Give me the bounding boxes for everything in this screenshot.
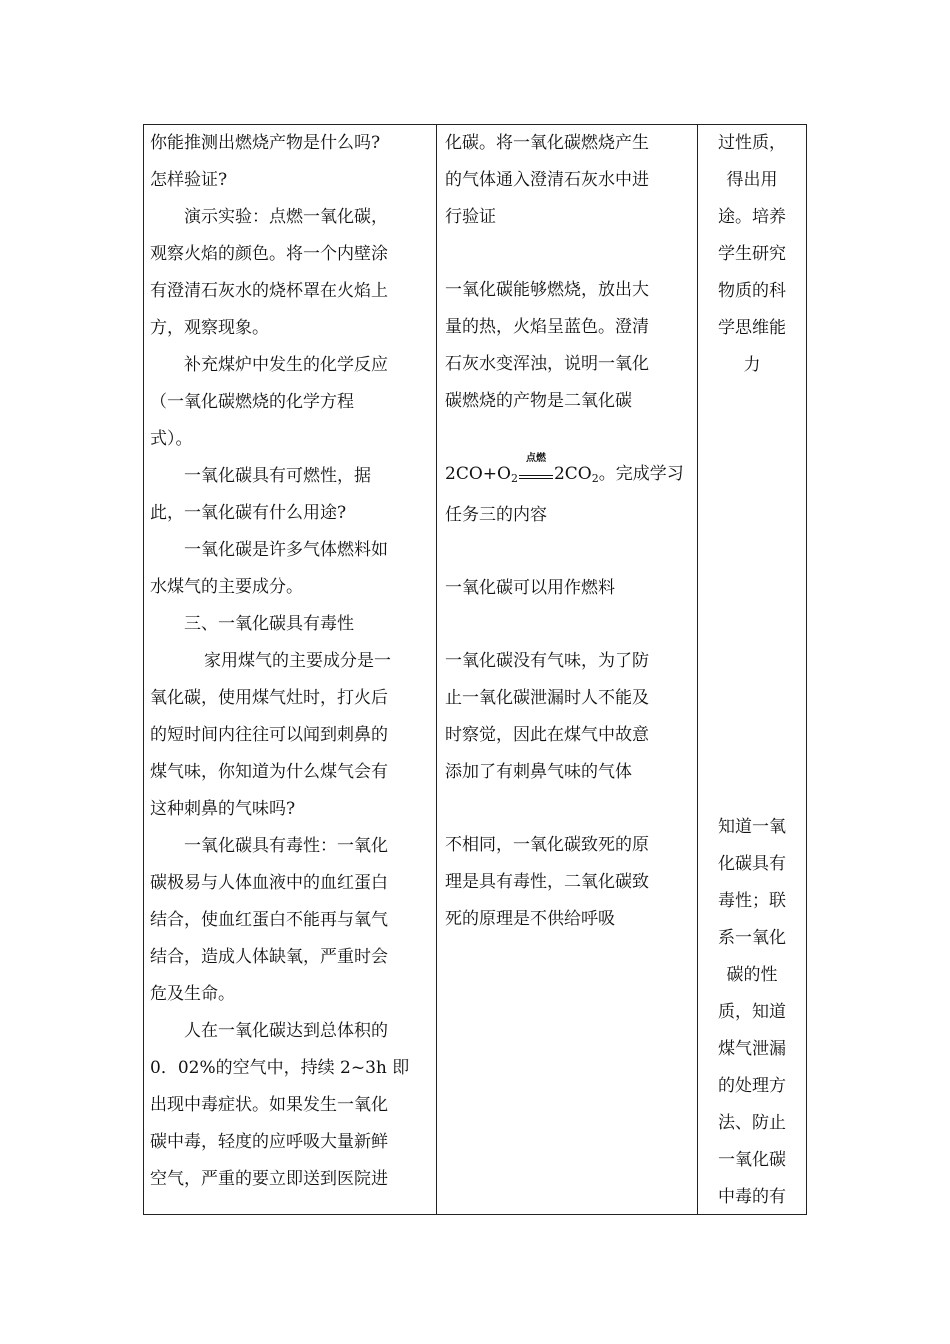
text-line: 空气，严重的要立即送到医院进 [150,1169,388,1189]
text-line: 任务三的内容 [445,505,547,525]
text-line: 式）。 [150,429,193,449]
text-line: 补充煤炉中发生的化学反应 [184,355,388,375]
text-line: 碳极易与人体血液中的血红蛋白 [150,873,388,893]
text-line: 化碳具有 [718,854,786,874]
text-line: 行验证 [445,207,496,227]
text-line: 结合，使血红蛋白不能再与氧气 [150,910,388,930]
text-line: 观察火焰的颜色。将一个内壁涂 [150,244,388,264]
chemical-equation [445,453,684,497]
text-line: 有澄清石灰水的烧杯罩在火焰上 [150,281,388,301]
text-line: 一氧化碳 [718,1150,786,1170]
text-line: 的气体通入澄清石灰水中进 [445,170,649,190]
text-line: 力 [743,355,761,375]
text-line: 煤气泄漏 [718,1039,786,1059]
student-activity-column [445,125,683,938]
text-line: 中毒的有 [718,1187,786,1207]
eq-sub: 2 [510,472,518,485]
text-line: 一氧化碳具有毒性：一氧化 [184,836,388,856]
eq-rhs: 2CO [553,464,592,484]
text-line: 物质的科 [718,281,786,301]
text-line: 理是具有毒性，二氧化碳致 [445,872,649,892]
text-line: 方，观察现象。 [150,318,269,338]
text-line: 此，一氧化碳有什么用途? [150,503,347,523]
text-line: 化碳。将一氧化碳燃烧产生 [445,133,649,153]
text-line: 不相同，一氧化碳致死的原 [445,835,649,855]
lesson-table [143,124,807,1215]
text-line: 过性质， [718,133,786,153]
text-line: 途。培养 [718,207,786,227]
condition-label: 点燃 [525,453,546,464]
text-line: 碳中毒，轻度的应呼吸大量新鲜 [150,1132,388,1152]
text-line: 结合，造成人体缺氧，严重时会 [150,947,388,967]
text-line: 煤气味，你知道为什么煤气会有 [150,762,388,782]
eq-lhs: 2CO+O [445,464,511,484]
teacher-activity-column [150,125,430,1198]
section-heading: 三、一氧化碳具有毒性 [184,614,354,634]
eq-rhs-sub: 2 [591,472,599,485]
text-line: （一氧化碳燃烧的化学方程 [150,392,354,412]
text-line: 危及生命。 [150,984,235,1004]
text-line: 知道一氧 [718,817,786,837]
text-line: 质，知道 [718,1002,786,1022]
text-line: 出现中毒症状。如果发生一氧化 [150,1095,388,1115]
text-line: 家用煤气的主要成分是一 [204,651,391,671]
text-line: 时察觉，因此在煤气中故意 [445,725,649,745]
text-line: 死的原理是不供给呼吸 [445,909,615,929]
text-line: 石灰水变浑浊，说明一氧化 [445,354,649,374]
column-divider [436,125,437,1214]
text-line: 一氧化碳具有可燃性，据 [184,466,371,486]
text-line: 一氧化碳是许多气体燃料如 [184,540,388,560]
text-line: 的处理方 [718,1076,786,1096]
text-line: 量的热，火焰呈蓝色。澄清 [445,317,649,337]
reaction-condition [519,453,553,479]
text-line: 你能推测出燃烧产物是什么吗? [150,133,381,153]
text-line: 演示实验：点燃一氧化碳， [184,207,388,227]
design-intent-column [704,125,800,1216]
text-line: 水煤气的主要成分。 [150,577,303,597]
text-line: 氧化碳，使用煤气灶时，打火后 [150,688,388,708]
text-line: 一氧化碳没有气味，为了防 [445,651,649,671]
text-line: 学思维能 [718,318,786,338]
text-line: 怎样验证? [150,170,228,190]
text-line: 毒性；联 [718,891,786,911]
text-line: 的短时间内往往可以闻到刺鼻的 [150,725,388,745]
text-line: 碳燃烧的产物是二氧化碳 [445,391,632,411]
text-line: 得出用 [726,170,778,190]
text-line: 法、防止 [718,1113,786,1133]
text-line: 添加了有刺鼻气味的气体 [445,762,632,782]
text-line: 学生研究 [718,244,786,264]
eq-tail: 。完成学习 [598,464,684,484]
text-line: 一氧化碳可以用作燃料 [445,578,615,598]
text-line: 系一氧化 [718,928,786,948]
text-line: 一氧化碳能够燃烧，放出大 [445,280,649,300]
text-line: 碳的性 [726,965,778,985]
text-line: 0．02%的空气中，持续 2~3h 即 [150,1058,410,1078]
text-line: 人在一氧化碳达到总体积的 [184,1021,388,1041]
column-divider [697,125,698,1214]
text-line: 这种刺鼻的气味吗? [150,799,296,819]
text-line: 止一氧化碳泄漏时人不能及 [445,688,649,708]
